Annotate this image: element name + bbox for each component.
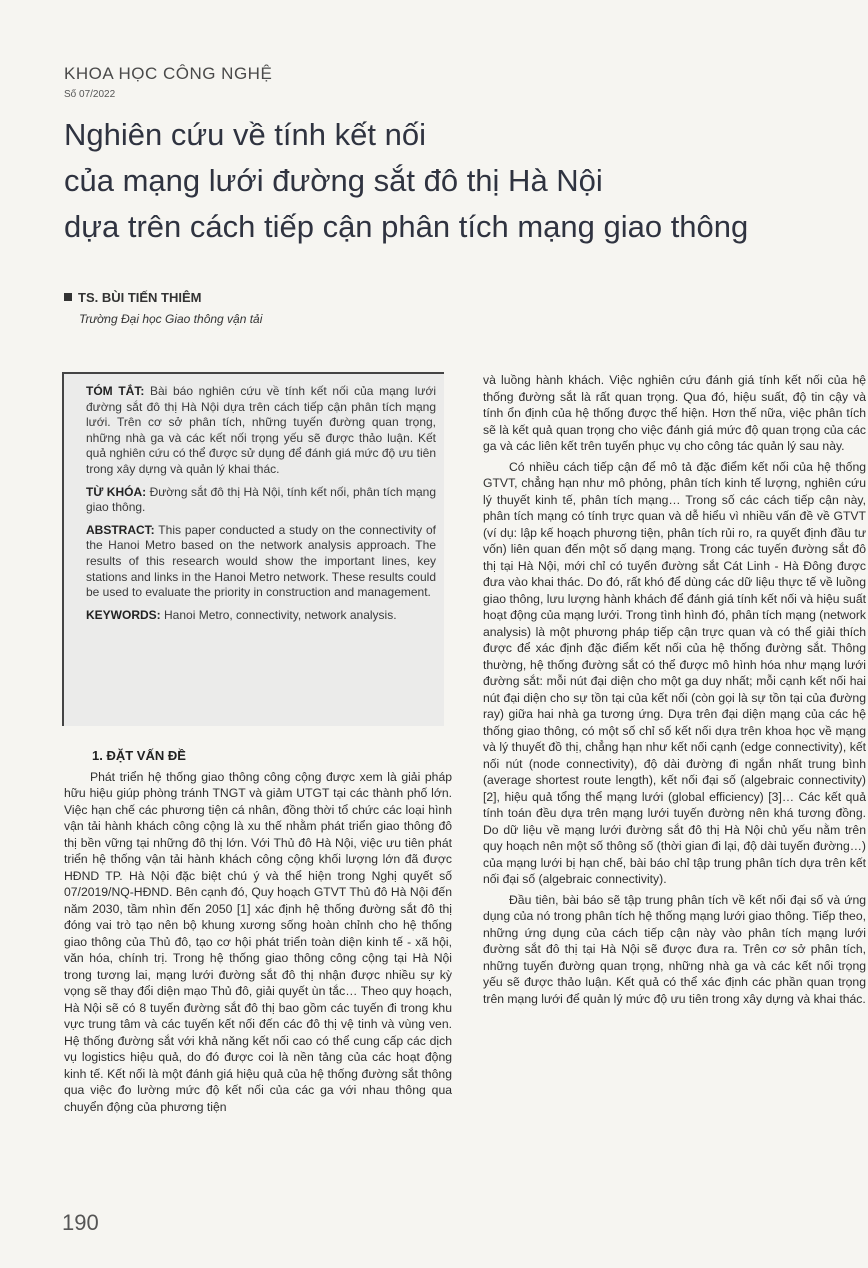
body-paragraph: Phát triển hệ thống giao thông công cộng được xem là giải pháp hữu hiệu giúp phòng tránh TNGT và giảm UTGT tại các thành phố lớn. Việc hạn chế các phương tiện cá nhân, đồng thời tổ chức các loại hình vận tải hành khách công cộng là xu thế nhằm phát triển giao thông đô thị bền vững tại những đô thị lớn. Với Thủ đô Hà Nội, việc ưu tiên phát triển hệ thống vận tải hành khách công cộng khối lượng lớn đã được HĐND TP. Hà Nội đặc biệt chú ý và thể hiện trong Nghị quyết số 07/2019/NQ-HĐND. Bên cạnh đó, Quy hoạch GTVT Thủ đô Hà Nội đến năm 2030, tầm nhìn đến 2050 [1] xác định hệ thống đường sắt đô thị đóng vai trò tạo nên bộ khung xương sống hoàn chỉnh cho hệ thống giao thông của Thủ đô, tạo cơ hội phát triển toàn diện kinh tế - xã hội, văn hóa, chính trị. Trong hệ thống giao thông công cộng tại Hà Nội trong tương lai, mạng lưới đường sắt đô thị nhận được nhiều sự kỳ vọng sẽ thay đổi diện mạo Thủ đô, giải quyết ùn tắc… Theo quy hoạch, Hà Nội sẽ có 8 tuyến đường sắt đô thị bao gồm các tuyến đi trong khu vực trung tâm và các tuyến kết nối đến các đô thị vệ tinh và vùng ven. Hệ thống đường sắt với khả năng kết nối cao có thể cung cấp các dịch vụ logistics hiệu quả, do đó được coi là nền tảng của các hoạt động kinh tế. Kết nối là một đánh giá hiệu quả của hệ thống đường sắt thông qua việc đo lường mức độ kết nối của các ga với nhau thông qua chuyển động của phương tiện	[64, 769, 452, 1114]
author-name-text: TS. BÙI TIẾN THIÊM	[78, 290, 202, 305]
abstract-label: ABSTRACT:	[86, 522, 155, 537]
left-column	[64, 745, 452, 1115]
keywords-label: KEYWORDS:	[86, 607, 161, 622]
issue-number: Số 07/2022	[64, 89, 116, 100]
body-paragraph: Đầu tiên, bài báo sẽ tập trung phân tích về kết nối đại số và ứng dụng của nó trong phân tích hệ thống mạng lưới giao thông. Tiếp theo, những ứng dụng của cách tiếp cận này vào phân tích mạng lưới đường sắt đô thị tại Hà Nội sẽ được đưa ra. Trên cơ sở phân tích, những tuyến đường quan trọng, những nhà ga và các kết nối trọng yếu sẽ được thảo luận. Kết quả có thể xác định các phần quan trọng trên mạng lưới để quản lý mức độ ưu tiên trong xây dựng và khai thác.	[483, 892, 866, 1006]
section-heading: 1. ĐẶT VẤN ĐỀ	[92, 748, 186, 763]
square-bullet-icon	[64, 293, 72, 301]
page-number: 190	[62, 1210, 99, 1235]
title-line-2: của mạng lưới đường sắt đô thị Hà Nội	[64, 163, 603, 198]
abstract-text: This paper conducted a study on the connectivity of the Hanoi Metro based on the network analysis approach. The results of this research would show the important lines, key stations and links in the Hanoi Metro network. These results could be used to evaluate the priority in construction and management.	[86, 522, 436, 600]
tukhoa-text: Đường sắt đô thị Hà Nội, tính kết nối, phân tích mạng giao thông.	[86, 484, 436, 515]
tomtat-paragraph	[86, 384, 436, 478]
title-line-3: dựa trên cách tiếp cận phân tích mạng giao thông	[64, 209, 749, 244]
right-column	[483, 372, 866, 1007]
section-label: KHOA HỌC CÔNG NGHỆ	[64, 64, 273, 83]
tukhoa-label: TỪ KHÓA:	[86, 484, 147, 499]
tomtat-text: Bài báo nghiên cứu về tính kết nối của mạng lưới đường sắt đô thị Hà Nội dựa trên cách tiếp cận phân tích mạng lưới. Trên cơ sở phân tích, những tuyến đường quan trọng, những nhà ga và các kết nối trọng yếu sẽ được thảo luận. Kết quả nghiên cứu có thể được sử dụng để đánh giá mức độ ưu tiên trong xây dựng và quản lý khai thác.	[86, 384, 436, 476]
body-paragraph-continued: và luồng hành khách. Việc nghiên cứu đánh giá tính kết nối của hệ thống đường sắt là rất quan trọng. Qua đó, hiệu suất, độ tin cậy và tính ổn định của hệ thống được thể hiện. Hơn thế nữa, việc phân tích sẽ là kết quả quan trọng cho việc đánh giá mức độ quan trọng của các ga và các liên kết trên tuyến phục vụ cho công tác quản lý sau này.	[483, 373, 866, 453]
author-affiliation: Trường Đại học Giao thông vận tải	[79, 312, 263, 326]
article-title	[64, 112, 854, 250]
author-name	[64, 290, 202, 305]
keywords-text: Hanoi Metro, connectivity, network analysis.	[160, 607, 397, 622]
body-paragraph: Có nhiều cách tiếp cận để mô tả đặc điểm kết nối của hệ thống GTVT, chẳng hạn như mô phỏng, phân tích kinh tế lượng, nghiên cứu lý thuyết kinh tế, phân tích mạng… Trong số các cách tiếp cận này, phân tích mạng có tính trực quan và dễ hiểu vì nhiều vấn đề về GTVT (ví dụ: lập kế hoạch phương tiện, phân tích rủi ro, ra quyết định đầu tư vốn) liên quan đến một số dạng mạng. Trong các tuyến đường sắt đô thị tại Hà Nội, mới chỉ có tuyến đường sắt Cát Linh - Hà Đông được đưa vào khai thác. Do đó, rất khó để dùng các dữ liệu thực tế về luồng giao thông, lưu lượng hành khách để đánh giá tính kết nối và hiệu suất hoạt động của mạng lưới. Trong tình hình đó, phân tích mạng (network analysis) là một phương pháp tiếp cận trực quan và có thể giải thích được để xác định đặc điểm kết nối của hệ thống đường sắt. Thông thường, hệ thống đường sắt có thể được mô hình hóa như mạng lưới đường sắt: mỗi nút đại diện cho một ga duy nhất; mỗi cạnh kết nối hai nút đại diện cho sự tồn tại của kết nối (còn gọi là sự tồn tại của đường ray) giữa hai nhà ga tương ứng. Dựa trên đại diện mạng của các hệ thống giao thông, có một số chỉ số kết nối dựa trên khoa học về mạng và lý thuyết đồ thị, chẳng hạn như kết nối cạnh (edge connectivity), kết nối nút (node connectivity), độ dài đường đi ngắn nhất trung bình (average shortest route length), kết nối đại số (algebraic connectivity) [2], hiệu quả tổng thể mạng lưới (global efficiency) [3]… Các kết quả tính toán đều dựa trên mạng lưới tuyến đường nên khá tương đồng. Do dữ liệu về mạng lưới đường sắt đô thị Hà Nội chủ yếu nằm trên quy hoạch nên một số thông số (thời gian đi lại, độ dài tuyến đường…) của mạng lưới bị hạn chế, bài báo chỉ tập trung phân tích dựa trên kết nối đại số (algebraic connectivity).	[483, 459, 866, 886]
keywords-paragraph	[86, 608, 436, 624]
tukhoa-paragraph	[86, 485, 436, 516]
tomtat-label: TÓM TẮT:	[86, 384, 145, 398]
abstract-paragraph	[86, 523, 436, 601]
abstract-box	[62, 372, 444, 726]
title-line-1: Nghiên cứu về tính kết nối	[64, 117, 426, 152]
